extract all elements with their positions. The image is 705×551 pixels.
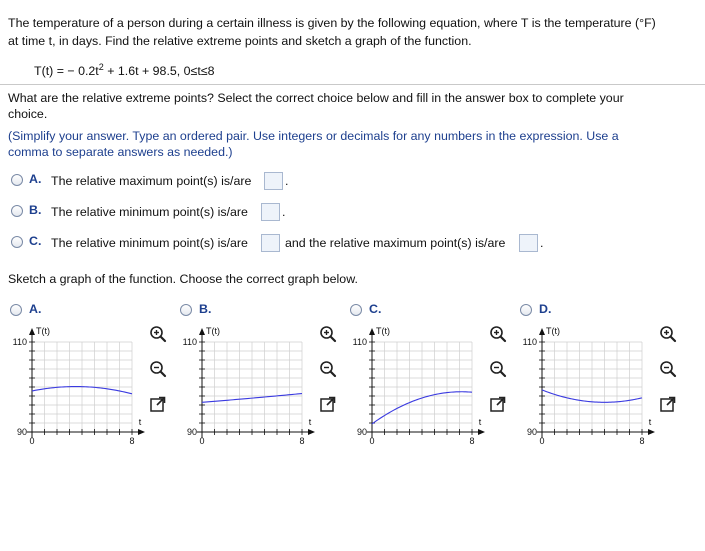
radio-option-c[interactable] (11, 236, 23, 248)
y-axis-arrow (539, 328, 545, 335)
problem-equation (34, 59, 215, 79)
y-tick-label-min: 90 (16, 427, 27, 437)
radio-graph-a[interactable] (10, 304, 22, 316)
x-axis-arrow (138, 429, 145, 435)
equation-exponent: 2 (98, 62, 104, 72)
question-line-2: choice. (8, 107, 48, 121)
graph-plot[interactable] (340, 322, 490, 462)
x-tick-label-0: 0 (369, 436, 375, 446)
y-tick-label-min: 90 (526, 427, 537, 437)
popout-icon[interactable] (319, 395, 337, 413)
x-axis-label: t (308, 417, 312, 427)
y-tick-label-min: 90 (186, 427, 197, 437)
popout-icon[interactable] (149, 395, 167, 413)
option-b-period: . (282, 205, 286, 219)
x-axis-arrow (308, 429, 315, 435)
graph-letter: A. (29, 302, 42, 316)
instruction-line-1: (Simplify your answer. Type an ordered pair. Use integers or decimals for any numbers in the expression. Use a (8, 129, 619, 143)
option-c-letter: C. (29, 234, 42, 248)
problem-line-2: at time t, in days. Find the relative extreme points and sketch a graph of the function. (8, 34, 472, 48)
radio-option-a[interactable] (11, 174, 23, 186)
x-axis-arrow (648, 429, 655, 435)
x-axis-label: t (478, 417, 482, 427)
x-tick-label-0: 0 (199, 436, 205, 446)
option-a-letter: A. (29, 172, 42, 186)
divider (0, 84, 705, 85)
y-axis-arrow (369, 328, 375, 335)
graph-question: Sketch a graph of the function. Choose the correct graph below. (8, 272, 358, 286)
zoom-out-icon[interactable] (659, 360, 677, 378)
equation-rhs: + 1.6t + 98.5, 0≤t≤8 (103, 64, 215, 79)
graph-letter: D. (539, 302, 552, 316)
y-tick-label-max: 110 (12, 337, 27, 347)
option-a-text: The relative maximum point(s) is/are (51, 174, 252, 188)
question-line-1: What are the relative extreme points? Select the correct choice below and fill in the answer box to complete your (8, 91, 624, 105)
answer-box-b[interactable] (261, 203, 280, 221)
radio-graph-c[interactable] (350, 304, 362, 316)
zoom-in-icon[interactable] (489, 325, 507, 343)
y-tick-label-max: 110 (182, 337, 197, 347)
equation-lhs: T(t) = − 0.2t (34, 64, 99, 79)
y-axis-arrow (29, 328, 35, 335)
option-c-middle: and the relative maximum point(s) is/are (285, 236, 506, 250)
x-axis-arrow (478, 429, 485, 435)
y-tick-label-max: 110 (352, 337, 367, 347)
x-axis-label: t (648, 417, 652, 427)
y-axis-label: T(t) (36, 326, 50, 336)
y-axis-arrow (199, 328, 205, 335)
option-a-period: . (285, 174, 289, 188)
graph-letter: C. (369, 302, 382, 316)
x-axis-label: t (138, 417, 142, 427)
zoom-out-icon[interactable] (319, 360, 337, 378)
popout-icon[interactable] (659, 395, 677, 413)
graph-plot[interactable] (170, 322, 320, 462)
y-tick-label-max: 110 (522, 337, 537, 347)
popout-icon[interactable] (489, 395, 507, 413)
x-tick-label-8: 8 (469, 436, 475, 446)
y-axis-label: T(t) (376, 326, 390, 336)
zoom-out-icon[interactable] (489, 360, 507, 378)
graph-plot[interactable] (0, 322, 150, 462)
radio-graph-d[interactable] (520, 304, 532, 316)
zoom-out-icon[interactable] (149, 360, 167, 378)
instruction-line-2: comma to separate answers as needed.) (8, 145, 233, 159)
option-c-text: The relative minimum point(s) is/are (51, 236, 248, 250)
option-b-letter: B. (29, 203, 42, 217)
zoom-in-icon[interactable] (149, 325, 167, 343)
radio-option-b[interactable] (11, 205, 23, 217)
problem-line-1: The temperature of a person during a certain illness is given by the following equation, where T is the temperature (°F) (8, 16, 656, 30)
zoom-in-icon[interactable] (319, 325, 337, 343)
x-tick-label-8: 8 (129, 436, 135, 446)
x-tick-label-0: 0 (539, 436, 545, 446)
y-axis-label: T(t) (206, 326, 220, 336)
radio-graph-b[interactable] (180, 304, 192, 316)
option-c-period: . (540, 236, 544, 250)
answer-box-c-max[interactable] (519, 234, 538, 252)
x-tick-label-0: 0 (29, 436, 35, 446)
answer-box-a[interactable] (264, 172, 283, 190)
answer-box-c-min[interactable] (261, 234, 280, 252)
zoom-in-icon[interactable] (659, 325, 677, 343)
graph-plot[interactable] (510, 322, 660, 462)
graph-letter: B. (199, 302, 212, 316)
x-tick-label-8: 8 (299, 436, 305, 446)
y-tick-label-min: 90 (356, 427, 367, 437)
option-b-text: The relative minimum point(s) is/are (51, 205, 248, 219)
x-tick-label-8: 8 (639, 436, 645, 446)
y-axis-label: T(t) (546, 326, 560, 336)
